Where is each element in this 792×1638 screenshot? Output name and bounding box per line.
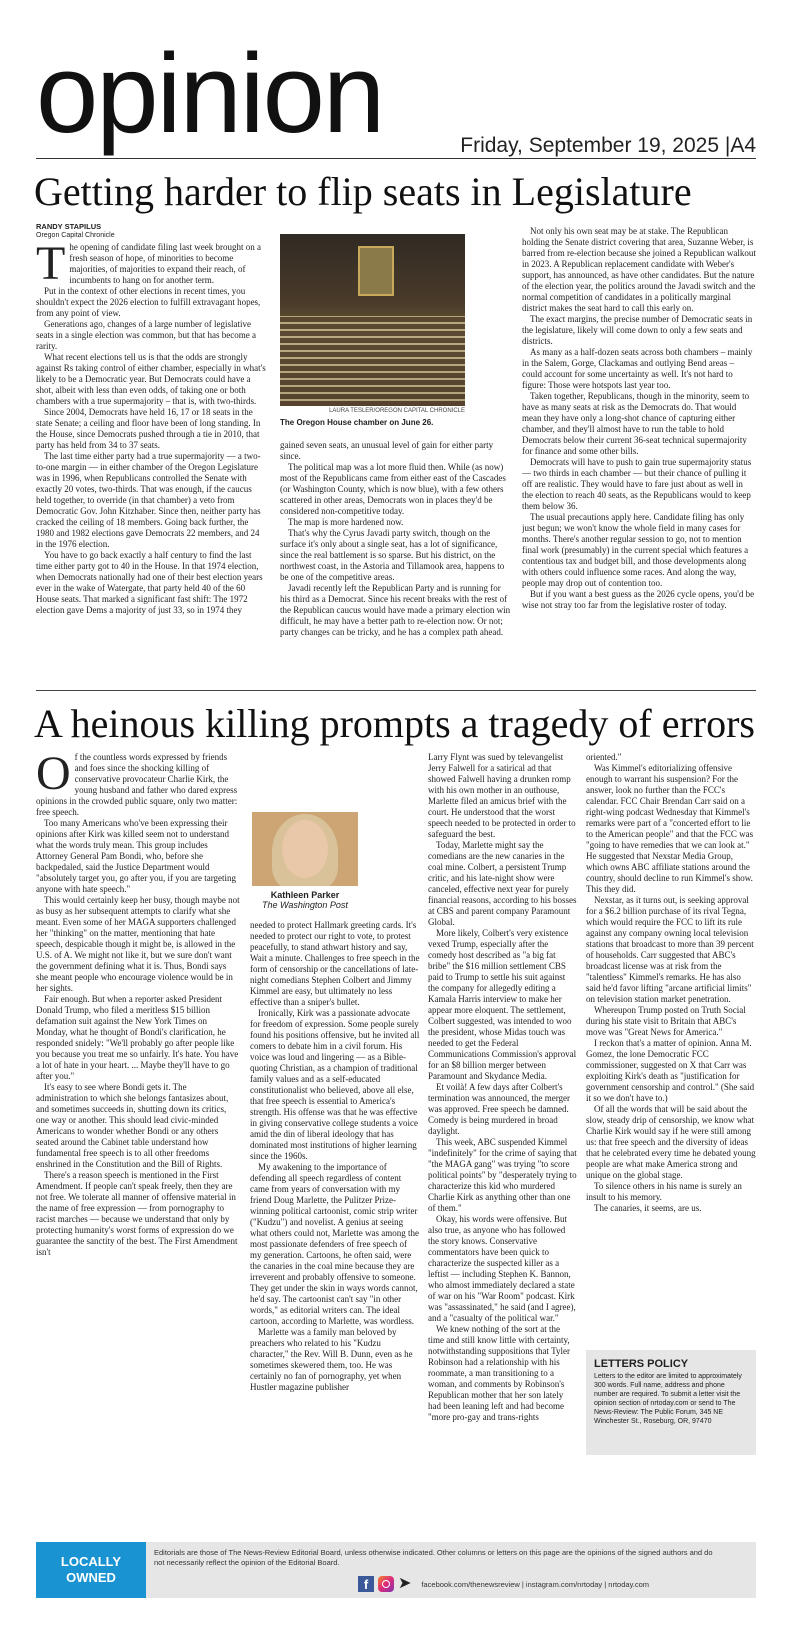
section-masthead: opinion	[36, 31, 384, 156]
article-1-byline	[36, 222, 115, 240]
paragraph: Since 2004, Democrats have held 16, 17 or 18 seats in the state Senate; a ceiling and floor have been of long standing. In the House, since Democrats pushed through a tie in 2010, that party has held from 34 to 37 seats.	[36, 407, 261, 450]
article-2-column-2	[250, 920, 420, 1488]
paragraph: Today, Marlette might say the comedians are the new canaries in the coal mine. Colbert, a persistent Trump critic, and his late-night show were canceled, effective next year for purely financial reasons, according to his bosses at CBS and parent company Paramount Global.	[428, 840, 577, 927]
paragraph: The political map was a lot more fluid then. While (as now) most of the Republicans came from either east of the Cascades (or Washington County, which is now blue), with a few others scattered in other areas, Democrats won in places they'd be considered non-competitive today.	[280, 462, 506, 516]
badge-line-1: LOCALLY	[60, 1554, 122, 1569]
paragraph: The last time either party had a true supermajority — a two-to-one margin — in either chamber of the Oregon Legislature was in 1996, when Republicans controlled the Senate with exactly 20 votes, two-thirds. That was enough, if the caucus held together, to override (in that chamber) a veto from Democratic Gov. John Kitzhaber. Since then, neither party has cracked the ceiling of 18 members. Going back further, the 1980 and 1982 elections gave Democrats 22 members, and 24 in the 1976 election.	[36, 451, 261, 549]
paragraph: Fair enough. But when a reporter asked President Donald Trump, who filed a meritless $15 billion defamation suit against the New York Times on Monday, what he thought of Bondi's clarification, he responded snidely: "We'll probably go after people like you because you treat me so unfairly. It's hate. You have a lot of hate in your heart. ... Maybe they'll have to go after you."	[36, 994, 239, 1081]
instagram-icon[interactable]	[378, 1576, 394, 1592]
paragraph: Javadi recently left the Republican Party and is running for his third as a Democrat. Since his recent breaks with the rest of the Republican caucus would have made a primary election win difficult, he may have a better path to re-election now. Or not; party changes can be tricky, and he has a complex path ahead.	[280, 583, 511, 637]
article-2-dropcap: O	[36, 752, 71, 800]
paragraph: My awakening to the importance of defending all speech regardless of content came from years of conversation with my friend Doug Marlette, the Pulitzer Prize-winning political cartoonist, comic strip writer ("Kudzu") and novelist. A genius at seeing what others could not, Marlette was among the most passionate defenders of free speech of my generation. Cartoons, he often said, were the canaries in the coal mine because they are irreverent and probably offensive to someone. They get under the skin in ways words cannot, he'd say. The cartoonist can't say "in other words," as editorial writers can. The ideal cartoon, according to Marlette, was wordless.	[250, 1162, 419, 1326]
article-2-author-org: The Washington Post	[262, 900, 348, 910]
chamber-desks	[280, 316, 465, 406]
article-2-author-block	[252, 890, 358, 910]
paragraph: The canaries, it seems, are us.	[594, 1203, 702, 1213]
paragraph: This week, ABC suspended Kimmel "indefinitely" for the crime of saying that "the MAGA gang" was trying "to score political points" by "desperately trying to characterize this kid who murdered Charlie Kirk as anything other than one of them."	[428, 1137, 577, 1213]
social-links	[358, 1576, 649, 1592]
paragraph: Larry Flynt was sued by televangelist Jerry Falwell for a satirical ad that showed Falwell having a drunken romp with his own mother in an outhouse, Marlette filed an amicus brief with the court. He understood that the worst speech needed to be protected in order to safeguard the best.	[428, 752, 576, 839]
paragraph: But if you want a best guess as the 2026 cycle opens, you'd be wise not stray too far from the legislative roster of today.	[522, 589, 755, 610]
paragraph: That's why the Cyrus Javadi party switch, though on the surface it's only about a single seat, has a lot of significance, since the real battlement is so sparse. But his district, on the northwest coast, in the Astoria and Tillamook area, happens to be one of the competitive areas.	[280, 528, 505, 582]
social-links-text[interactable]: facebook.com/thenewsreview | instagram.com/nrtoday | nrtoday.com	[421, 1579, 650, 1589]
paragraph: Generations ago, changes of a large number of legislative seats in a single election was common, but that has become a rarity.	[36, 319, 256, 351]
paragraph: Was Kimmel's editorializing offensive enough to warrant his suspension? For the answer, look no further than the FCC's calendar. FCC Chair Brendan Carr said on a right-wing podcast Wednesday that Kimmel's remarks were part of a "concerted effort to lie to the American people" and that the FCC was "going to have remedies that we can look at." He suggested that Nexstar Media Group, which owns ABC affiliate stations around the country, should decline to run Kimmel's show. This they did.	[586, 763, 754, 894]
article-1-headline: Getting harder to flip seats in Legislature	[34, 169, 692, 214]
locally-owned-badge	[36, 1542, 146, 1598]
letters-policy-box	[586, 1350, 756, 1455]
paragraph: Not only his own seat may be at stake. The Republican holding the Senate district covering that area, Suzanne Weber, is barred from re-election because she joined a Republican walkout in 2023. A Republican replacement candidate with Weber's support, has announced, as have other candidates. But the nature of the election year, the politics around the Javadi switch and the normal competition of candidates in a politically marginal district makes the seat hard to call this early on.	[522, 226, 756, 313]
author-headshot	[252, 812, 358, 886]
section-divider	[36, 690, 756, 691]
article-2-author: Kathleen Parker	[270, 890, 340, 900]
paragraph: needed to protect Hallmark greeting cards. It's needed to protect our right to vote, to protest peacefully, to stand athwart history and say, Wait a minute. Challenges to free speech in the form of censorship or the cancellations of late-night comedians Stephen Colbert and Jimmy Kimmel are easy, but ultimately no less effective than a sniper's bullet.	[250, 920, 420, 1007]
badge-line-2: OWNED	[66, 1570, 116, 1585]
article-1-dropcap: T	[36, 242, 66, 290]
letters-policy-text: Letters to the editor are limited to approximately 300 words. Full name, address and phone number are required. To submit a letter visit the opinion section of nrtoday.com or send to The News-Review: The Public Forum, 345 NE Winchester St., Roseburg, OR, 97470	[594, 1373, 742, 1425]
paragraph: Nexstar, as it turns out, is seeking approval for a $6.2 billion purchase of its rival Tegna, which would require the FCC to lift its rule against any company owning local television stations that broadcast to more than 39 percent of households. Carr suggested that ABC's broadcast license was at risk from the "talentless" Kimmel's remarks. He has also said he'd favor lifting "arcane artificial limits" on television station market penetration.	[586, 895, 754, 1004]
house-chamber-photo	[280, 234, 465, 406]
article-1-author-org: Oregon Capital Chronicle	[36, 232, 115, 239]
editorial-disclaimer: Editorials are those of The News-Review Editorial Board, unless otherwise indicated. Other columns or letters on this page are the opinions of the signed authors and do not necessarily reflect the opinion of the Editorial Board.	[154, 1548, 713, 1567]
photo-caption: The Oregon House chamber on June 26.	[280, 418, 434, 427]
paragraph: Put in the context of other elections in recent times, you shouldn't expect the 2026 election to fulfill extravagant hopes, from any point of view.	[36, 286, 261, 318]
paragraph: Okay, his words were offensive. But also true, as anyone who has followed the story knows. Conservative commentators have been quick to characterize the suspected killer as a leftist — including Stephen K. Bannon, who almost immediately declared a state of war on his "War Room" podcast. Kirk was "assassinated," he said (and I agree), and a "casualty of the political war."	[428, 1214, 576, 1323]
paragraph: Marlette was a family man beloved by preachers who related to his "Kudzu character," the Rev. Will B. Dunn, even as he sometimes skewered them, too. He was certainly no fan of pornography, yet when Hustler magazine publisher	[250, 1327, 413, 1392]
headshot-face	[282, 820, 328, 878]
paragraph: More likely, Colbert's very existence vexed Trump, especially after the comedy host described as "a big fat bribe" the $16 million settlement CBS paid to Trump to settle his suit against the company for allegedly editing a Kamala Harris interview to make her appear more eloquent. The settlement, Colbert suggested, was intended to woo the president, whose Midas touch was needed to get the Federal Communications Commission's approval for an $8 billion merger between Paramount and Skydance Media.	[428, 928, 577, 1081]
paragraph: It's easy to see where Bondi gets it. The administration to which she belongs fantasizes about, and sometimes succeeds in, shutting down its critics, one way or another. This should lead civic-minded Americans to wonder whether Bondi or any others seated around the Cabinet table understand how fundamental free speech is to all other freedoms enshrined in the Constitution and the Bill of Rights.	[36, 1082, 229, 1169]
paragraph: Ironically, Kirk was a passionate advocate for freedom of expression. Some people surely found his positions offensive, but he invited all comers to debate him in a civil forum. His voice was loud and lingering — as a Bible-quoting Christian, as a champion of traditional family values and as a self-educated constitutionalist who believed, above all else, that free speech is essential to America's strength. His offense was that he was effective in giving conservative college students a voice amid the din of liberal ideology that has dominated most institutions of higher learning since the 1960s.	[250, 1008, 420, 1161]
paragraph: I reckon that's a matter of opinion. Anna M. Gomez, the lone Democratic FCC commissioner, suggested on X that Carr was exploiting Kirk's death as "justification for government censorship and control." (She said it so we don't have to.)	[586, 1038, 755, 1103]
paragraph: Democrats will have to push to gain true supermajority status — two thirds in each chamber — but their chance of pulling it off are realistic. They would have to fare just about as well in the election to reach 40 seats, as the Republicans would to keep them below 36.	[522, 457, 752, 511]
mouse-cursor-icon: ➤	[398, 1575, 412, 1592]
facebook-icon[interactable]: f	[358, 1576, 374, 1592]
paragraph: This would certainly keep her busy, though maybe not as busy as her subsequent attempts to clarify what she meant. Even some of her MAGA supporters challenged her "thinking" on the matter, mentioning that hate speech, despicable though it might be, is allowed in the U.S. of A. We might not like it, but we sure don't want the government defining what it is. Thus, Bondi says she meant people who encourage violence would be in her sights.	[36, 895, 240, 993]
paragraph: The usual precautions apply here. Candidate filing has only just begun; we won't know the whole field in many cases for months. There's another regular session to go, not to mention final work (presumably) in the current special which features a contentious tax and budget bill, and those developments along with others could influence some races. And along the way, people may drop out of contention too.	[522, 512, 749, 588]
paragraph: We knew nothing of the sort at the time and still know little with certainty, notwithstanding suppositions that Tyler Robinson had a relationship with his roommate, a man transitioning to a woman, and comments by Robinson's Republican mother that her son lately had been leaning left and had become "more pro-gay and trans-rights	[428, 1324, 570, 1422]
article-1-author: RANDY STAPILUS	[36, 222, 102, 231]
paragraph: Taken together, Republicans, though in the minority, seem to have as many seats at risk as the Democrats do. That would mean they have only a long-shot chance of capturing either chamber, and they'll almost have to run the table to hold Democrats below their current 36-seat technical supermajority for finance and some other bills.	[522, 391, 750, 456]
chamber-mural	[358, 246, 394, 296]
paragraph: The map is more hardened now.	[288, 517, 404, 527]
paragraph: oriented."	[586, 752, 622, 762]
article-1-column-1	[36, 242, 268, 680]
paragraph: Et voilà! A few days after Colbert's termination was announced, the merger was approved. Free speech be damned. Comedy is being murdered in broad daylight.	[428, 1082, 571, 1136]
article-2-column-1	[36, 752, 240, 1488]
page-footer	[36, 1542, 756, 1598]
paragraph: There's a reason speech is mentioned in the First Amendment. If people can't speak freely, then they are not free. We tolerate all manner of offensive material in the name of free expression — from pornography to racist marches — because we understand that only by protecting humanity's worst forms of expression do we guarantee the sanctity of the best. The First Amendment isn't	[36, 1170, 238, 1257]
paragraph: To silence others in his name is surely an insult to his memory.	[586, 1181, 742, 1202]
paragraph: Of all the words that will be said about the slow, steady drip of censorship, we know what Charlie Kirk would say if he were still among us: that free speech and the diversity of ideas that he celebrated every time he debated young people are what make America strong and unique on the global stage.	[586, 1104, 756, 1180]
letters-policy-title: LETTERS POLICY	[594, 1358, 689, 1370]
paragraph: The exact margins, the precise number of Democratic seats in the legislature, likely will come down to only a few seats and districts.	[522, 314, 753, 346]
article-2-headline: A heinous killing prompts a tragedy of errors	[34, 701, 755, 746]
article-1-column-2	[280, 440, 512, 680]
paragraph: You have to go back exactly a half century to find the last time either party got to 40 in the House. In that 1974 election, when Democrats nationally had one of their best election years ever in the wake of Watergate, that party held 40 of the 60 House seats. That marked a significant fast shift: The 1972 election gave Dems a majority of just 33, so in 1974 they	[36, 550, 263, 615]
article-2-column-3	[428, 752, 578, 1488]
paragraph: he opening of candidate filing last week brought on a fresh season of hope, of minorities to become majorities, of majorities to expand their reach, of incumbents to hang on for another term.	[69, 242, 262, 285]
paragraph: As many as a half-dozen seats across both chambers – mainly in the Salem, Gorge, Clackamas and outlying Bend areas – could account for some uncertainty as well. It's not hard to figure: Those were hotspots last year too.	[522, 347, 753, 390]
paragraph: Whereupon Trump posted on Truth Social during his state visit to Britain that ABC's move was "Great News for America."	[586, 1005, 746, 1037]
photo-credit: LAURA TESLER/OREGON CAPITAL CHRONICLE	[329, 408, 465, 414]
paragraph: Too many Americans who've been expressing their opinions after Kirk was killed seem not to understand what the words truly mean. This group includes Attorney General Pam Bondi, who, before she backpedaled, said the Justice Department would "absolutely target you, go after you, if you are targeting anyone with hate speech."	[36, 818, 237, 894]
article-2-column-4	[586, 752, 756, 1340]
paragraph: f the countless words expressed by friends and foes since the shocking killing of conservative provocateur Charlie Kirk, the young husband and father who dared express opinions in the crowded public square, only two matter: free speech.	[36, 752, 238, 817]
paragraph: What recent elections tell us is that the odds are strongly against Rs taking control of either chamber, especially in what's likely to be a Democratic year. But Democrats could have a shot, albeit with less than even odds, of taking one or both chambers with a true supermajority – that is, with two-thirds.	[36, 352, 266, 406]
issue-date: Friday, September 19, 2025 |A4	[460, 134, 756, 157]
paragraph: gained seven seats, an unusual level of gain for either party since.	[280, 440, 494, 461]
article-1-column-3	[522, 226, 756, 680]
masthead-rule	[36, 158, 756, 159]
